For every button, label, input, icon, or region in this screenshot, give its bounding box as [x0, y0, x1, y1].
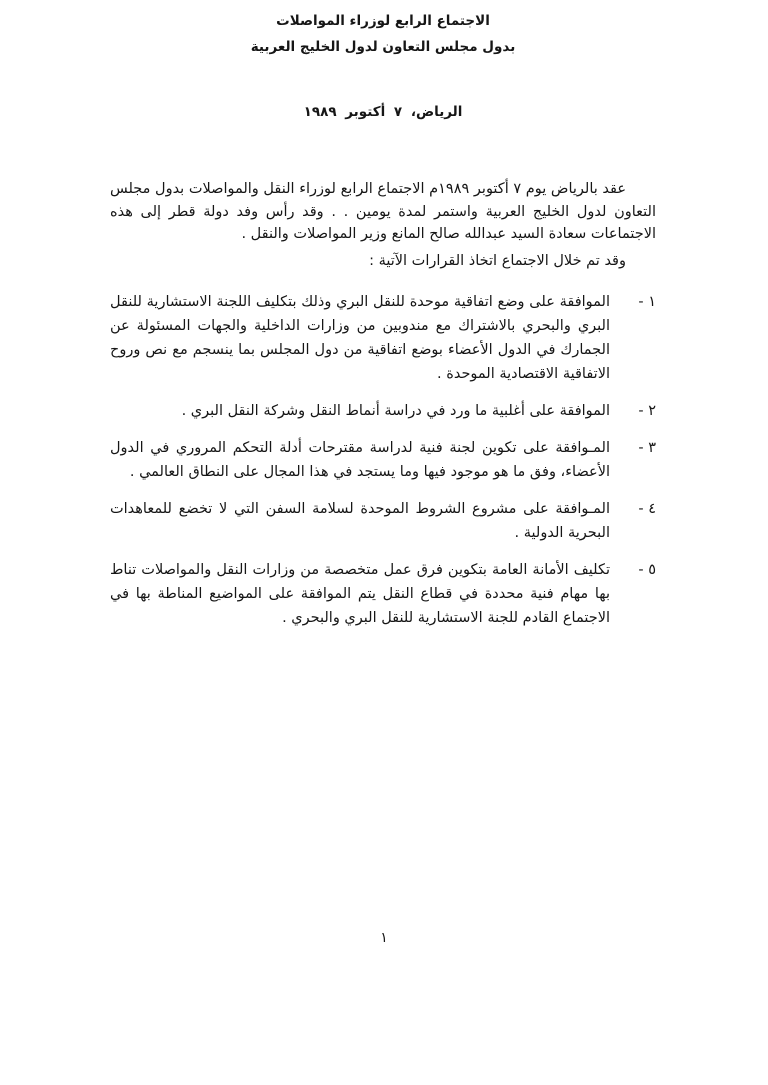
item-text: تكليف الأمانة العامة بتكوين فرق عمل متخصصة من وزارات النقل والمواصلات تناط بها مهام فنية محددة في قطاع النقل يتم الموافقة على المواضيع المناطة بها في الاجتماع القادم للجنة الاستشارية للنقل البري والبحري . [110, 562, 610, 626]
document-title-line1: الاجتماع الرابع لوزراء المواصلات [276, 13, 490, 29]
document-body [110, 178, 656, 630]
item-text: الموافقة على وضع اتفاقية موحدة للنقل البري وذلك بتكليف اللجنة الاستشارية للنقل البري والبحري بالاشتراك مع مندوبين من وزارات الداخلية والجهات المسئولة عن الجمارك في الدول الأعضاء بوضع اتفاقية من دول المجلس بما ينسجم مع نص وروح الاتفاقية الاقتصادية الموحدة . [110, 294, 610, 382]
item-number: ٢ - [638, 403, 656, 419]
page-number: ١ [380, 930, 388, 946]
document-title-line2: بدول مجلس التعاون لدول الخليج العربية [250, 39, 516, 55]
item-number: ٤ - [638, 501, 656, 517]
decisions-intro: وقد تم خلال الاجتماع اتخاذ القرارات الآتية : [369, 252, 626, 269]
item-number: ٣ - [638, 440, 656, 456]
decisions-list [110, 290, 656, 630]
list-item [110, 558, 656, 630]
item-number: ٥ - [638, 562, 656, 578]
item-text: المـوافقة على مشروع الشروط الموحدة لسلامة السفن التي لا تخضع للمعاهدات البحرية الدولية . [110, 501, 610, 541]
item-text: الموافقة على أغلبية ما ورد في دراسة أنماط النقل وشركة النقل البري . [181, 403, 610, 419]
opening-paragraph: عقد بالرياض يوم ٧ أكتوبر ١٩٨٩م الاجتماع الرابع لوزراء النقل والمواصلات بدول مجلس التعاون لدول الخليج العربية واستمر لمدة يومين . . وقد رأس وفد دولة قطر إلى هذه الاجتماعات سعادة السيد عبدالله صالح المانع وزير المواصلات والنقل . [110, 181, 656, 242]
item-text: المـوافقة على تكوين لجنة فنية لدراسة مقترحات أدلة التحكم المروري في الدول الأعضاء، وفق ما هو موجود فيها وما يستجد في هذا المجال على النطاق العالمي . [110, 440, 610, 480]
list-item [110, 436, 656, 484]
list-item [110, 399, 656, 423]
list-item [110, 290, 656, 386]
list-item [110, 497, 656, 545]
document-date: الرياض، ٧ أكتوبر ١٩٨٩ [303, 104, 463, 120]
document-title [110, 8, 656, 60]
item-number: ١ - [638, 294, 656, 310]
